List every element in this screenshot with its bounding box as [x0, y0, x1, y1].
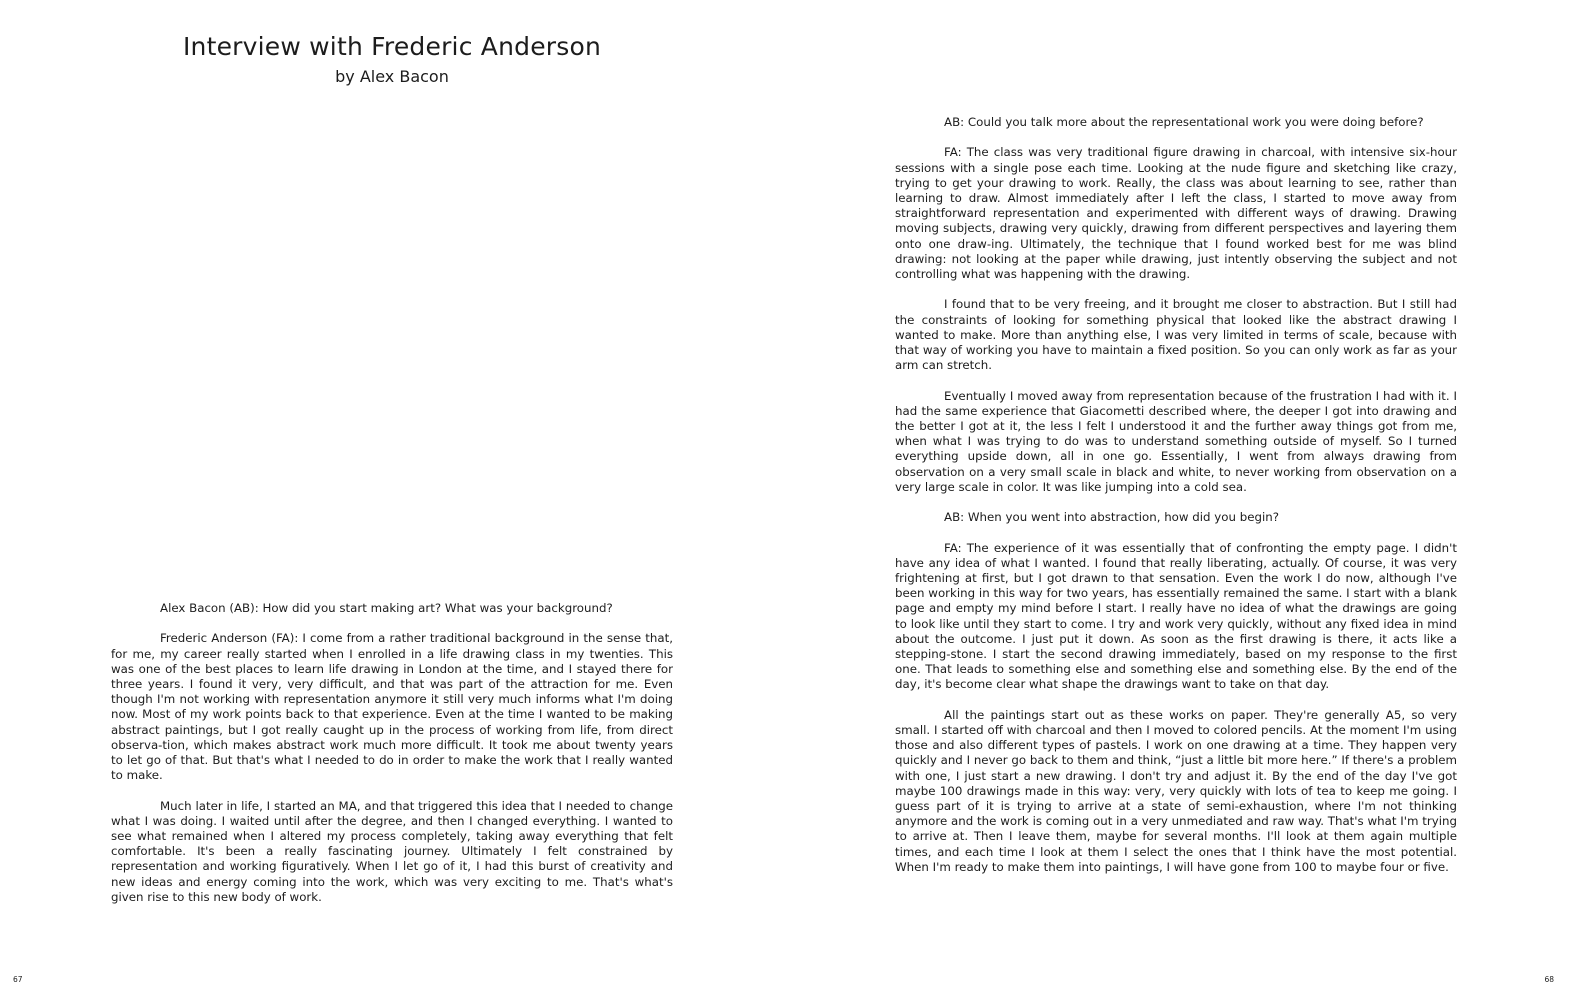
- answer-paragraph: Frederic Anderson (FA): I come from a rather traditional background in the sense that, for me, my career really started when I enrolled in a life drawing class in my twenties. This was one of the best places to learn life drawing in London at the time, and I stayed there for three years. I found it very, very difficult, and that was part of the attraction for me. Even though I'm not working with representation anymore it still very much informs what I'm doing now. Most of my work points back to that experience. Even at the time I wanted to be making abstract paintings, but I got really caught up in the process of working from life, from direct observa-tion, which makes abstract work much more difficult. It took me about twenty years to let go of that. But that's what I needed to do in order to make the work that I really wanted to make.: [111, 631, 673, 783]
- answer-paragraph: FA: The class was very traditional figure drawing in charcoal, with intensive six-hour sessions with a single pose each time. Looking at the nude figure and sketching like crazy, trying to get your drawing to work. Really, the class was about learning to see, rather than learning to draw. Almost immediately after I left the class, I started to move away from straightforward representation and experimented with different ways of drawing. Drawing moving subjects, drawing very quickly, drawing from different perspectives and layering them onto one draw-ing. Ultimately, the technique that I found worked best for me was blind drawing: not looking at the paper while drawing, just intently observing the subject and not controlling what was happening with the drawing.: [895, 145, 1457, 282]
- question-paragraph: AB: When you went into abstraction, how did you begin?: [944, 510, 1279, 525]
- left-text-column: [111, 601, 673, 905]
- question-paragraph: AB: Could you talk more about the representational work you were doing before?: [944, 115, 1424, 129]
- question-paragraph: Alex Bacon (AB): How did you start making art? What was your background?: [160, 601, 613, 615]
- answer-paragraph: All the paintings start out as these works on paper. They're generally A5, so very small. I started off with charcoal and then I moved to colored pencils. At the moment I'm using those and also different types of pastels. I work on one drawing at a time. They happen very quickly and I never go back to them and think, “just a little bit more here.” If there's a problem with one, I just start a new drawing. I don't try and adjust it. By the end of the day I've got maybe 100 drawings made in this way: very, very quickly with lots of tea to keep me going. I guess part of it is trying to arrive at a state of semi-exhaustion, where I'm not thinking anymore and the work is coming out in a very unmediated and raw way. That's what I'm trying to arrive at. Then I leave them, maybe for several months. I'll look at them again multiple times, and each time I look at them I select the ones that I think have the most potential. When I'm ready to make them into paintings, I will have gone from 100 to maybe four or five.: [895, 707, 1457, 874]
- right-text-column: [895, 115, 1457, 875]
- page-number-right: 68: [1544, 975, 1554, 984]
- answer-paragraph: Eventually I moved away from representation because of the frustration I had with it. I had the same experience that Giacometti described where, the deeper I got into drawing and the better I got at it, the less I felt I understood it and the further away things got from me, when what I was trying to do was to understand something outside of myself. So I turned everything upside down, all in one go. Essentially, I went from always drawing from observation on a very small scale in black and white, to never working from observation on a very large scale in color. It was like jumping into a cold sea.: [895, 388, 1457, 494]
- title-block: [112, 30, 672, 90]
- answer-paragraph: I found that to be very freeing, and it brought me closer to abstraction. But I still had the constraints of looking for something physical that looked like the abstract drawing I wanted to make. More than anything else, I was very limited in terms of scale, because with that way of working you have to maintain a fixed position. So you can only work as far as your arm can stretch.: [895, 297, 1457, 373]
- article-title: Interview with Frederic Anderson: [182, 32, 602, 61]
- page-number-left: 67: [13, 975, 23, 984]
- answer-paragraph: FA: The experience of it was essentially that of confronting the empty page. I didn't have any idea of what I wanted. I found that really liberating, actually. Of course, it was very frightening at first, but I got drawn to that sensation. Even the work I do now, although I've been working in this way for two years, has essentially remained the same. I start with a blank page and empty my mind before I start. I really have no idea of what the drawings are going to look like until they start to come. I try and work very quickly, without any fixed idea in mind about the outcome. I just put it down. As soon as the first drawing is there, it acts like a stepping-stone. I start the second drawing immediately, based on my response to the first one. That leads to something else and something else and something else. By the end of the day, it's become clear what shape the drawings want to take on that day.: [895, 540, 1457, 692]
- right-page: [787, 0, 1574, 1000]
- answer-paragraph: Much later in life, I started an MA, and that triggered this idea that I needed to change what I was doing. I waited until after the degree, and then I changed everything. I wanted to see what remained when I altered my process completely, taking away everything that felt comfortable. It's been a really fascinating journey. Ultimately I felt constrained by representation and working figuratively. When I let go of it, I had this burst of creativity and new ideas and energy coming into the work, which was very exciting to me. That's what's given rise to this new body of work.: [111, 798, 673, 904]
- article-byline: by Alex Bacon: [335, 67, 449, 86]
